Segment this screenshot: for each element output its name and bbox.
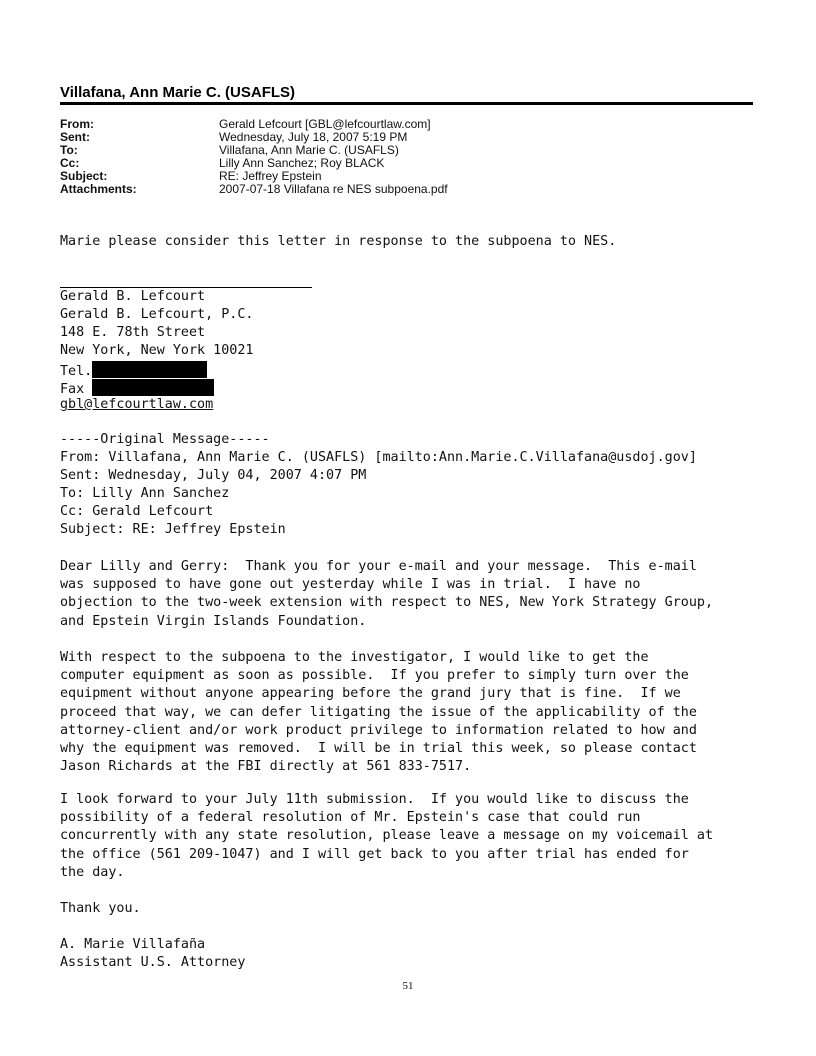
header-value: Villafana, Ann Marie C. (USAFLS) [219, 143, 399, 157]
original-separator: -----Original Message----- [60, 432, 270, 447]
original-sent: Sent: Wednesday, July 04, 2007 4:07 PM [60, 468, 367, 483]
closing-text: Thank you. [60, 901, 141, 916]
original-cc: Cc: Gerald Lefcourt [60, 504, 214, 519]
original-paragraph-1: Dear Lilly and Gerry: Thank you for your e-mail and your message. This e-mail was supposed to have gone out yesterday while I was in trial. I have no objection to the two-week extension with respect to NES, New York Strategy Group, and Epstein Virgin Islands Foundation. [60, 559, 714, 629]
header-value: Lilly Ann Sanchez; Roy BLACK [219, 156, 385, 170]
redaction-box [92, 379, 214, 396]
reply-body: Marie please consider this letter in response to the subpoena to NES. [60, 234, 617, 249]
header-label: To: [60, 143, 78, 157]
page-number: 51 [402, 980, 414, 992]
original-from: From: Villafana, Ann Marie C. (USAFLS) [mailto:Ann.Marie.C.Villafana@usdoj.gov] [60, 450, 697, 465]
original-to: To: Lilly Ann Sanchez [60, 486, 230, 501]
title-rule [60, 102, 753, 105]
signature-city: New York, New York 10021 [60, 343, 254, 358]
header-label: Attachments: [60, 182, 137, 196]
header-value: Gerald Lefcourt [GBL@lefcourtlaw.com] [219, 117, 431, 131]
original-paragraph-3: I look forward to your July 11th submission. If you would like to discuss the possibility of a federal resolution of Mr. Epstein's case that could run concurrently with any state resolution, please leave a message on my voicemail at the office (561 209-1047) and I will get back to you after trial has ended for the day. [60, 792, 714, 880]
signature-firm: Gerald B. Lefcourt, P.C. [60, 307, 254, 322]
signature-rule [60, 287, 312, 288]
signature-email-link[interactable]: gbl@lefcourtlaw.com [60, 397, 214, 412]
signature-tel [60, 361, 207, 379]
header-label: Subject: [60, 169, 108, 183]
document-title: Villafana, Ann Marie C. (USAFLS) [60, 84, 296, 101]
attachment-name[interactable]: 2007-07-18 Villafana re NES subpoena.pdf [219, 182, 448, 196]
signature-street: 148 E. 78th Street [60, 325, 206, 340]
header-label: Sent: [60, 130, 90, 144]
header-label: From: [60, 117, 94, 131]
header-label: Cc: [60, 156, 80, 170]
signature-fax [60, 379, 214, 397]
redaction-box [92, 361, 207, 378]
original-subject: Subject: RE: Jeffrey Epstein [60, 522, 286, 537]
header-attachments-row [60, 183, 448, 196]
sender-title: Assistant U.S. Attorney [60, 955, 246, 970]
signature-name: Gerald B. Lefcourt [60, 289, 206, 304]
email-header [60, 118, 448, 196]
header-value: RE: Jeffrey Epstein [219, 169, 322, 183]
fax-label: Fax [60, 382, 85, 397]
tel-label: Tel. [60, 364, 93, 379]
original-paragraph-2: With respect to the subpoena to the investigator, I would like to get the computer equipment as soon as possible. If you prefer to simply turn over the equipment without anyone appearing before the grand jury that is fine. If we proceed that way, we can defer litigating the issue of the applicability of the attorney-client and/or work product privilege to information related to how and why the equipment was removed. I will be in trial this week, so please contact Jason Richards at the FBI directly at 561 833-7517. [60, 650, 697, 775]
sender-name: A. Marie Villafaña [60, 937, 206, 952]
header-value: Wednesday, July 18, 2007 5:19 PM [219, 130, 408, 144]
